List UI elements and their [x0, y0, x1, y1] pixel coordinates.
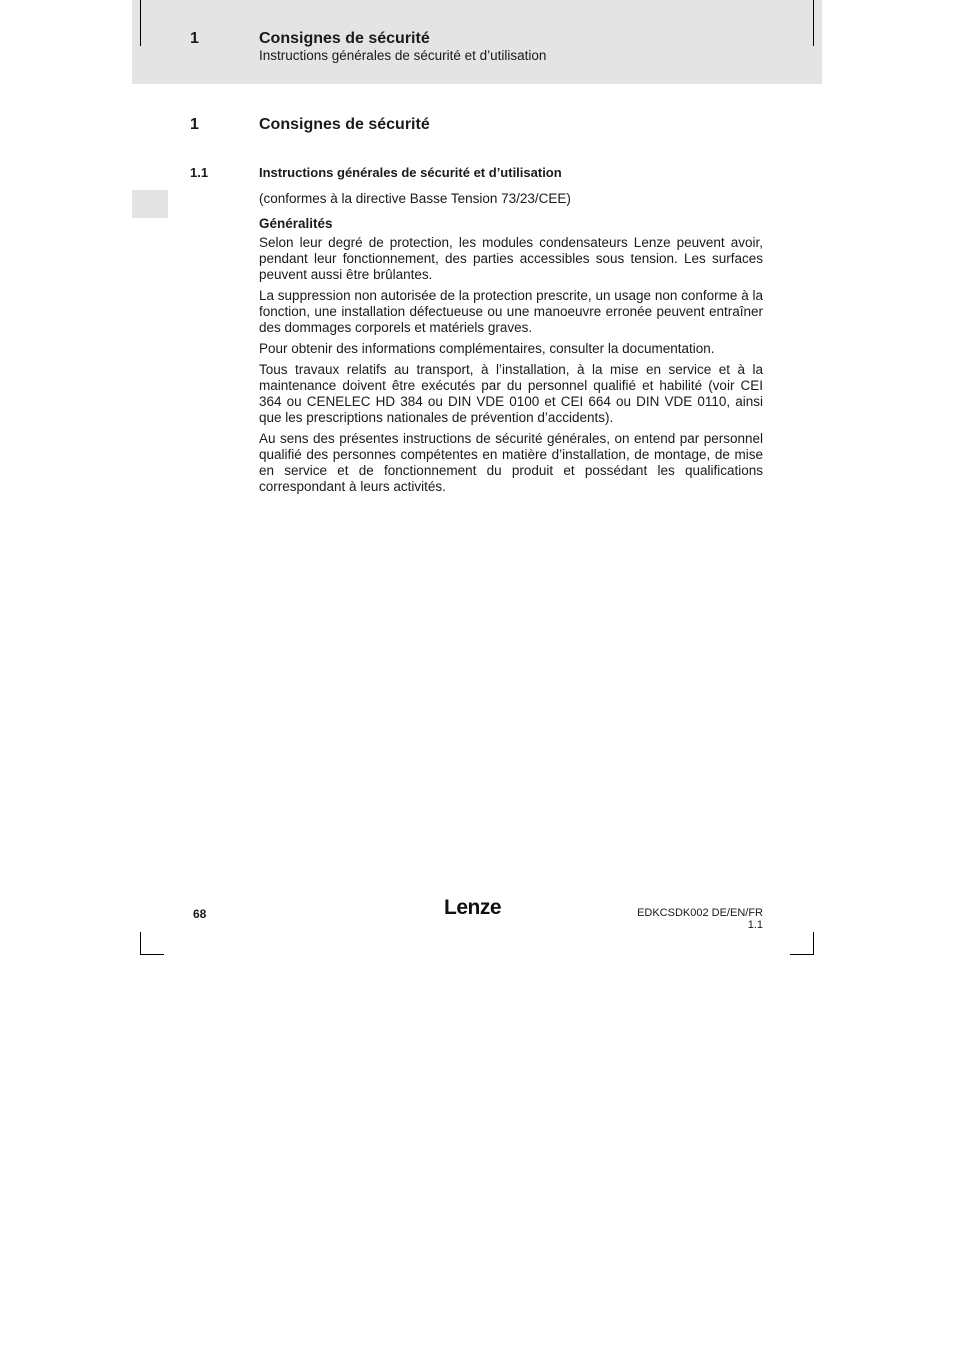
subheading-generalites: Généralités	[259, 216, 333, 231]
paragraph: Au sens des présentes instructions de sécurité générales, on entend par personnel qualifié des personnes compétentes en matière d’installation, de montage, de mise en service et de fonctionnement du produit et possédant les qualifications correspondant à leurs activités.	[259, 431, 763, 494]
paragraph: Pour obtenir des informations complémentaires, consulter la documentation.	[259, 341, 715, 356]
crop-mark-top-left	[140, 0, 141, 46]
crop-mark-bottom-left-h	[140, 954, 164, 955]
crop-mark-bottom-right-v	[813, 932, 814, 954]
header-chapter-title: Consignes de sécurité	[259, 30, 430, 47]
header-band	[132, 0, 822, 84]
header-subtitle: Instructions générales de sécurité et d’utilisation	[259, 48, 547, 63]
section-number: 1	[190, 116, 199, 133]
crop-mark-bottom-right-h	[790, 954, 814, 955]
crop-mark-bottom-left-v	[140, 932, 141, 954]
document-code: EDKCSDK002 DE/EN/FR 1.1	[637, 907, 763, 931]
crop-mark-top-right	[813, 0, 814, 46]
subsection-title: Instructions générales de sécurité et d’utilisation	[259, 165, 562, 180]
intro-line: (conformes à la directive Basse Tension 73/23/CEE)	[259, 191, 571, 206]
paragraph: Tous travaux relatifs au transport, à l’installation, à la mise en service et à la maintenance doivent être exécutés par du personnel qualifié et habilité (voir CEI 364 ou CENELEC HD 384 ou DIN VDE 0100 et CEI 664 ou DIN VDE 0110, ainsi que les prescriptions nationales de prévention d’accidents).	[259, 362, 763, 425]
paragraph: La suppression non autorisée de la protection prescrite, un usage non conforme à la fonction, une installation défectueuse ou une manoeuvre erronée peuvent entraîner des dommages corporels et matériels graves.	[259, 288, 763, 335]
side-tab-marker	[132, 190, 168, 218]
lenze-logo: Lenze	[444, 896, 502, 919]
section-title: Consignes de sécurité	[259, 116, 430, 133]
subsection-number: 1.1	[190, 165, 209, 180]
body-text	[259, 191, 763, 500]
page-number: 68	[193, 907, 207, 921]
header-chapter-number: 1	[190, 30, 199, 47]
paragraph: Selon leur degré de protection, les modules condensateurs Lenze peuvent avoir, pendant leur fonctionnement, des parties accessibles sous tension. Les surfaces peuvent aussi être brûlantes.	[259, 235, 763, 282]
